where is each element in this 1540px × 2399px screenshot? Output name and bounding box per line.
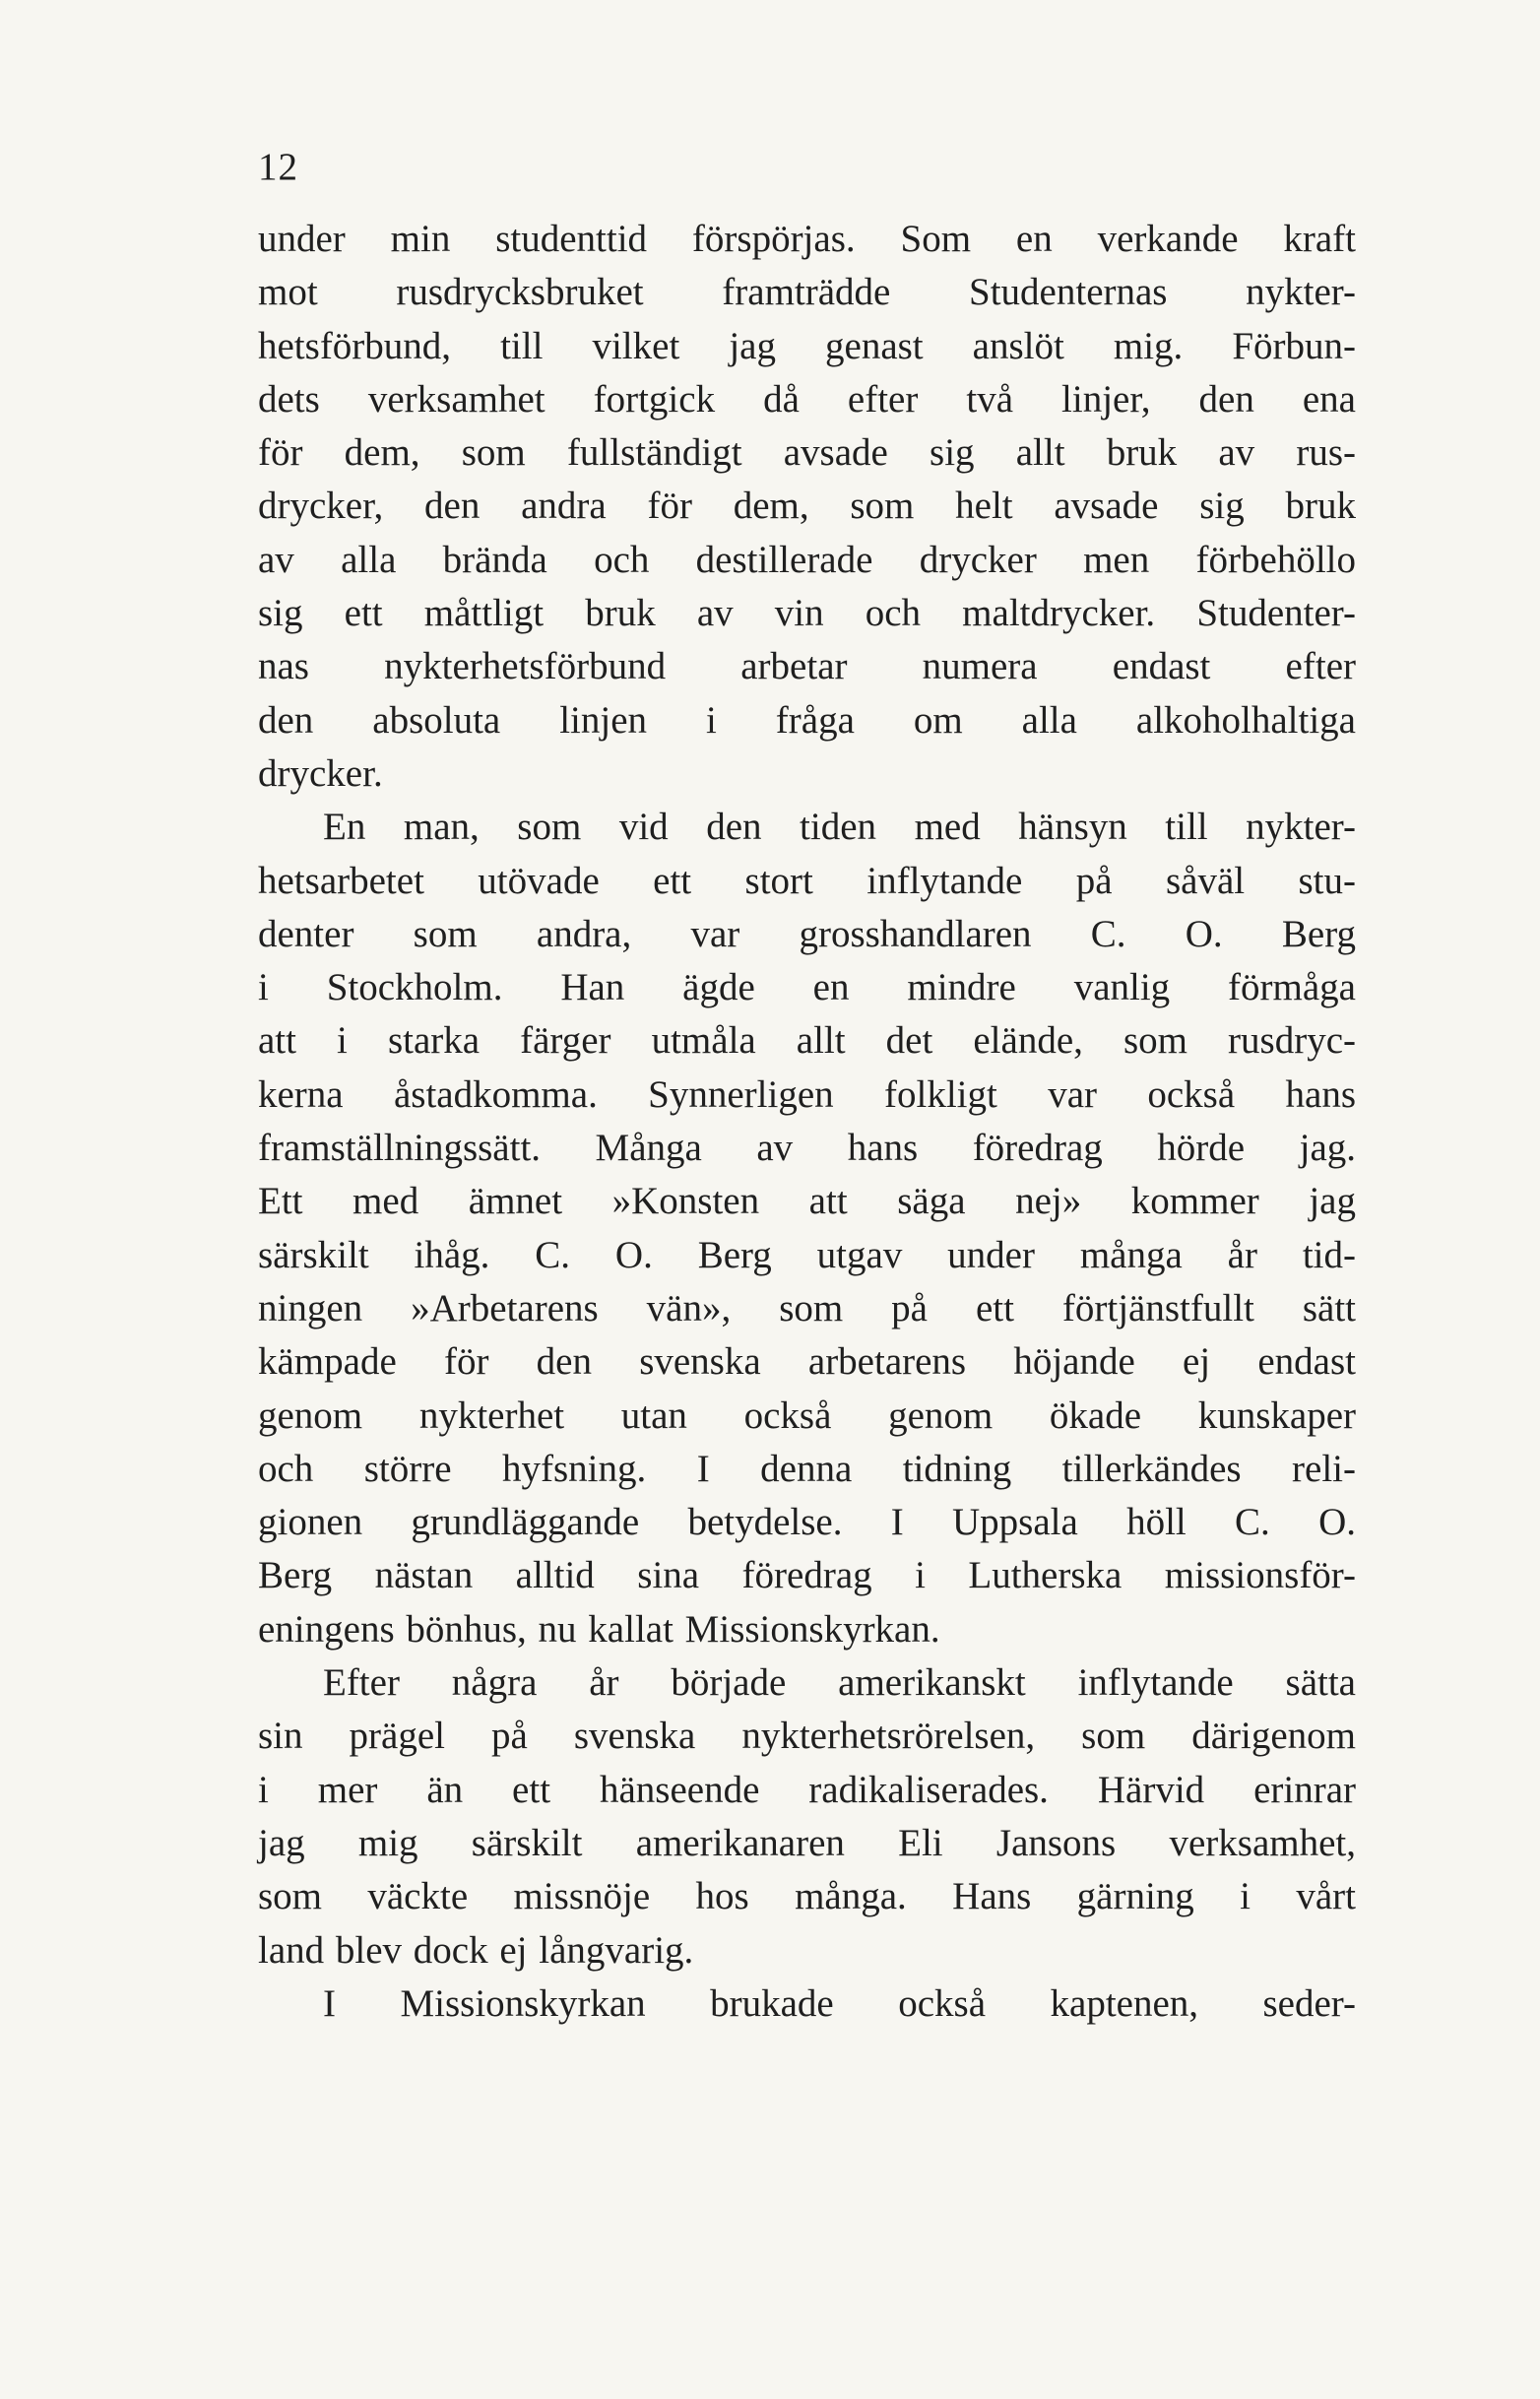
text-line: En man, som vid den tiden med hänsyn till nykter- (323, 806, 1356, 849)
text-line: mot rusdrycksbruket framträdde Studenternas nykter- (258, 271, 1356, 314)
text-line: land blev dock ej långvarig. (258, 1928, 694, 1972)
text-line: drycker, den andra för dem, som helt avsade sig bruk (258, 485, 1356, 528)
text-line: av alla brända och destillerade drycker men förbehöllo (258, 538, 1356, 581)
text-line: jag mig särskilt amerikanaren Eli Jansons verksamhet, (258, 1821, 1356, 1864)
text-line: Ett med ämnet »Konsten att säga nej» kommer jag (258, 1180, 1356, 1223)
text-line: I Missionskyrkan brukade också kaptenen, seder- (323, 1981, 1356, 2025)
text-line: dets verksamhet fortgick då efter två linjer, den ena (258, 377, 1356, 421)
text-line: hetsförbund, till vilket jag genast anslöt mig. Förbun- (258, 324, 1356, 367)
text-line: sig ett måttligt bruk av vin och maltdrycker. Studenter- (258, 592, 1356, 635)
text-line: hetsarbetet utövade ett stort inflytande på såväl stu- (258, 859, 1356, 902)
text-line: för dem, som fullständigt avsade sig allt bruk av rus- (258, 431, 1356, 475)
text-line: eningens bönhus, nu kallat Missionskyrkan. (258, 1607, 940, 1651)
text-line: sin prägel på svenska nykterhetsrörelsen, som därigenom (258, 1715, 1356, 1758)
text-line: denter som andra, var grosshandlaren C. O. Berg (258, 912, 1356, 955)
text-line: den absoluta linjen i fråga om alla alkoholhaltiga (258, 698, 1356, 742)
text-line: framställningssätt. Många av hans föredrag hörde jag. (258, 1127, 1356, 1170)
text-line: Efter några år började amerikanskt inflytande sätta (323, 1661, 1356, 1705)
text-line: och större hyfsning. I denna tidning tillerkändes reli- (258, 1447, 1356, 1490)
text-line: i Stockholm. Han ägde en mindre vanlig förmåga (258, 966, 1356, 1009)
text-line: gionen grundläggande betydelse. I Uppsala höll C. O. (258, 1501, 1356, 1544)
text-line: ningen »Arbetarens vän», som på ett förtjänstfullt sätt (258, 1286, 1356, 1329)
text-line: i mer än ett hänseende radikaliserades. Härvid erinrar (258, 1768, 1356, 1811)
text-line: drycker. (258, 751, 383, 795)
text-line: under min studenttid förspörjas. Som en verkande kraft (258, 218, 1356, 260)
text-line: Berg nästan alltid sina föredrag i Lutherska missionsför- (258, 1554, 1356, 1597)
text-line: särskilt ihåg. C. O. Berg utgav under många år tid- (258, 1233, 1356, 1276)
body-text (258, 213, 1356, 2031)
text-line: kämpade för den svenska arbetarens höjande ej endast (258, 1340, 1356, 1384)
text-line: som väckte missnöje hos många. Hans gärning i vårt (258, 1875, 1356, 1918)
page-number: 12 (258, 146, 298, 188)
text-line: nas nykterhetsförbund arbetar numera endast efter (258, 645, 1356, 688)
text-line: kerna åstadkomma. Synnerligen folkligt var också hans (258, 1072, 1356, 1116)
text-line: genom nykterhet utan också genom ökade kunskaper (258, 1394, 1356, 1437)
text-line: att i starka färger utmåla allt det elände, som rusdryc- (258, 1019, 1356, 1063)
